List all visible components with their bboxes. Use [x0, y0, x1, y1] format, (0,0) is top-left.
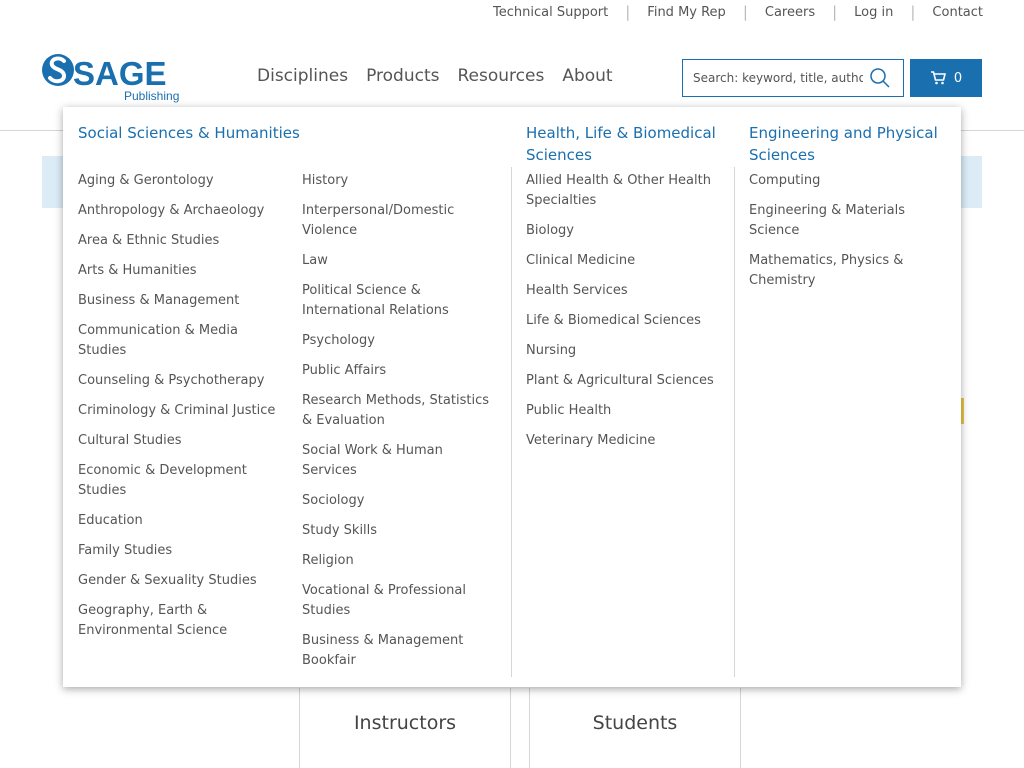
menu-link-plant-agricultural[interactable]: Plant & Agricultural Sciences [526, 373, 714, 388]
utility-separator: | [832, 3, 838, 21]
menu-link-gender-sexuality[interactable]: Gender & Sexuality Studies [78, 573, 257, 588]
utility-link-find-my-rep[interactable]: Find My Rep [647, 4, 726, 20]
utility-separator: | [625, 3, 631, 21]
utility-nav [493, 0, 983, 24]
heading-social-sciences[interactable]: Social Sciences & Humanities [78, 124, 300, 142]
utility-separator: | [742, 3, 748, 21]
menu-link-area-ethnic-studies[interactable]: Area & Ethnic Studies [78, 233, 220, 248]
menu-link-family-studies[interactable]: Family Studies [78, 543, 173, 558]
svg-text:SAGE: SAGE [73, 55, 167, 92]
card-instructors-label: Instructors [353, 712, 457, 734]
menu-link-public-health[interactable]: Public Health [526, 403, 612, 418]
menu-link-counseling-psychotherapy[interactable]: Counseling & Psychotherapy [78, 373, 265, 388]
menu-link-computing[interactable]: Computing [749, 173, 821, 188]
menu-link-education[interactable]: Education [78, 513, 143, 528]
menu-link-life-biomedical[interactable]: Life & Biomedical Sciences [526, 313, 701, 328]
menu-link-research-methods[interactable]: Research Methods, Statistics & Evaluation [302, 393, 489, 428]
menu-link-veterinary-medicine[interactable]: Veterinary Medicine [526, 433, 656, 448]
menu-link-arts-humanities[interactable]: Arts & Humanities [78, 263, 197, 278]
health-sciences-column [526, 171, 726, 461]
menu-link-geography-earth-environmental[interactable]: Geography, Earth & Environmental Science [78, 603, 228, 638]
menu-link-religion[interactable]: Religion [302, 553, 354, 568]
menu-link-interpersonal-domestic-violence[interactable]: Interpersonal/Domestic Violence [302, 203, 455, 238]
search-icon[interactable] [869, 67, 891, 89]
menu-link-cultural-studies[interactable]: Cultural Studies [78, 433, 182, 448]
utility-link-careers[interactable]: Careers [764, 4, 816, 20]
svg-text:Publishing: Publishing [124, 89, 180, 103]
menu-link-sociology[interactable]: Sociology [302, 493, 365, 508]
menu-link-communication-media[interactable]: Communication & Media Studies [78, 323, 238, 358]
menu-link-clinical-medicine[interactable]: Clinical Medicine [526, 253, 636, 268]
menu-link-political-science[interactable]: Political Science & International Relations [302, 283, 449, 318]
menu-link-economic-development[interactable]: Economic & Development Studies [78, 463, 247, 498]
search-box [682, 59, 904, 97]
menu-link-nursing[interactable]: Nursing [526, 343, 577, 358]
cart-icon [930, 71, 946, 85]
nav-resources[interactable]: Resources [457, 66, 545, 86]
main-nav [257, 66, 631, 86]
menu-link-vocational-professional[interactable]: Vocational & Professional Studies [302, 583, 466, 618]
menu-link-allied-health[interactable]: Allied Health & Other Health Specialties [526, 173, 711, 208]
social-sciences-column-2 [302, 171, 497, 681]
cart-count: 0 [953, 70, 963, 86]
menu-link-law[interactable]: Law [302, 253, 328, 268]
menu-link-anthropology-archaeology[interactable]: Anthropology & Archaeology [78, 203, 265, 218]
menu-link-business-management[interactable]: Business & Management [78, 293, 240, 308]
heading-engineering[interactable]: Engineering and Physical Sciences [749, 124, 938, 164]
menu-link-history[interactable]: History [302, 173, 349, 188]
menu-link-business-management-bookfair[interactable]: Business & Management Bookfair [302, 633, 464, 668]
menu-link-biology[interactable]: Biology [526, 223, 574, 238]
utility-link-technical-support[interactable]: Technical Support [493, 4, 609, 20]
sage-logo-mark [42, 50, 187, 104]
utility-link-log-in[interactable]: Log in [854, 4, 894, 20]
card-instructors[interactable] [299, 688, 511, 768]
engineering-column [749, 171, 939, 301]
menu-link-social-work[interactable]: Social Work & Human Services [302, 443, 443, 478]
card-students[interactable] [529, 688, 741, 768]
menu-link-study-skills[interactable]: Study Skills [302, 523, 378, 538]
social-sciences-column-1 [78, 171, 278, 651]
menu-link-public-affairs[interactable]: Public Affairs [302, 363, 387, 378]
menu-column-divider [511, 167, 512, 677]
menu-link-aging-gerontology[interactable]: Aging & Gerontology [78, 173, 214, 188]
search-input[interactable] [683, 60, 863, 96]
menu-link-engineering-materials[interactable]: Engineering & Materials Science [749, 203, 905, 238]
nav-products[interactable]: Products [366, 66, 440, 86]
menu-link-health-services[interactable]: Health Services [526, 283, 628, 298]
utility-separator: | [910, 3, 916, 21]
utility-link-contact[interactable]: Contact [932, 4, 983, 20]
menu-link-psychology[interactable]: Psychology [302, 333, 375, 348]
nav-disciplines[interactable]: Disciplines [257, 66, 349, 86]
card-students-label: Students [592, 712, 678, 734]
menu-column-divider [734, 167, 735, 677]
menu-link-criminology-criminal-justice[interactable]: Criminology & Criminal Justice [78, 403, 276, 418]
menu-link-mathematics-physics-chemistry[interactable]: Mathematics, Physics & Chemistry [749, 253, 904, 288]
heading-health-sciences[interactable]: Health, Life & Biomedical Sciences [526, 124, 716, 164]
sage-logo[interactable] [42, 50, 187, 104]
nav-about[interactable]: About [562, 66, 613, 86]
cart-button[interactable] [910, 59, 982, 97]
disciplines-mega-menu [63, 107, 961, 687]
